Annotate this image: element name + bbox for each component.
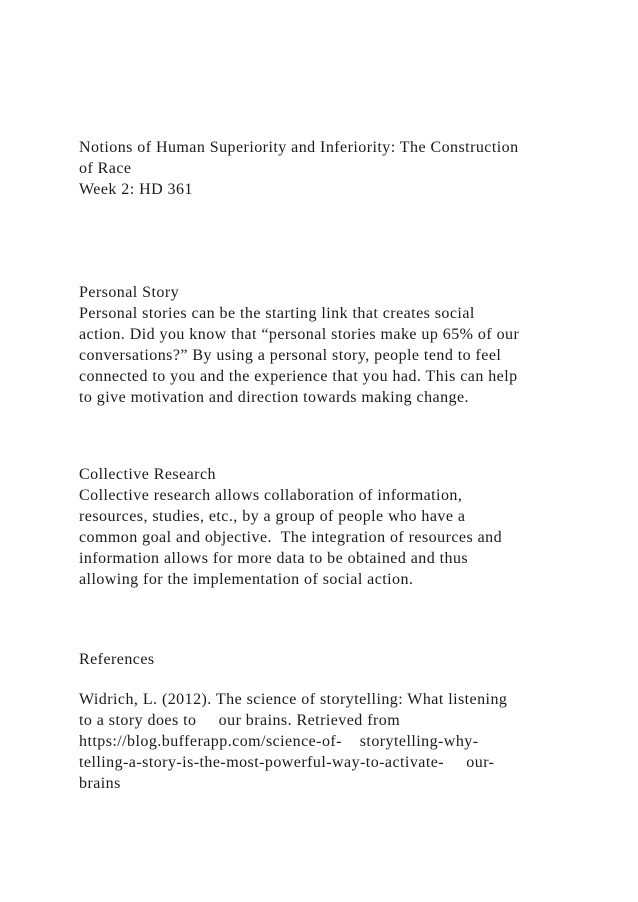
collective-research-line-3: common goal and objective. The integration of resources and bbox=[79, 529, 503, 546]
reference-line-1: Widrich, L. (2012). The science of storytelling: What listening bbox=[79, 691, 508, 708]
collective-research-line-1: Collective research allows collaboration of information, bbox=[79, 487, 463, 504]
collective-research-line-2: resources, studies, etc., by a group of people who have a bbox=[79, 508, 466, 525]
title-line-1: Notions of Human Superiority and Inferiority: The Construction bbox=[79, 139, 519, 156]
subtitle-week: Week 2: HD 361 bbox=[79, 181, 193, 198]
title-line-2: of Race bbox=[79, 160, 132, 177]
references-heading: References bbox=[79, 651, 155, 668]
personal-story-heading: Personal Story bbox=[79, 284, 180, 301]
personal-story-line-3: conversations?” By using a personal story, people tend to feel bbox=[79, 347, 502, 364]
collective-research-heading: Collective Research bbox=[79, 466, 216, 483]
personal-story-line-1: Personal stories can be the starting link that creates social bbox=[79, 305, 475, 322]
collective-research-line-4: information allows for more data to be obtained and thus bbox=[79, 550, 469, 567]
collective-research-line-5: allowing for the implementation of social action. bbox=[79, 571, 414, 588]
personal-story-line-2: action. Did you know that “personal stories make up 65% of our bbox=[79, 326, 520, 343]
reference-line-2: to a story does to our brains. Retrieved from bbox=[79, 712, 401, 729]
personal-story-line-4: connected to you and the experience that you had. This can help bbox=[79, 368, 518, 385]
reference-line-5: brains bbox=[79, 775, 121, 792]
personal-story-line-5: to give motivation and direction towards making change. bbox=[79, 389, 469, 406]
reference-line-3: https://blog.bufferapp.com/science-of- storytelling-why- bbox=[79, 733, 479, 750]
reference-line-4: telling-a-story-is-the-most-powerful-way-to-activate- our- bbox=[79, 754, 495, 771]
